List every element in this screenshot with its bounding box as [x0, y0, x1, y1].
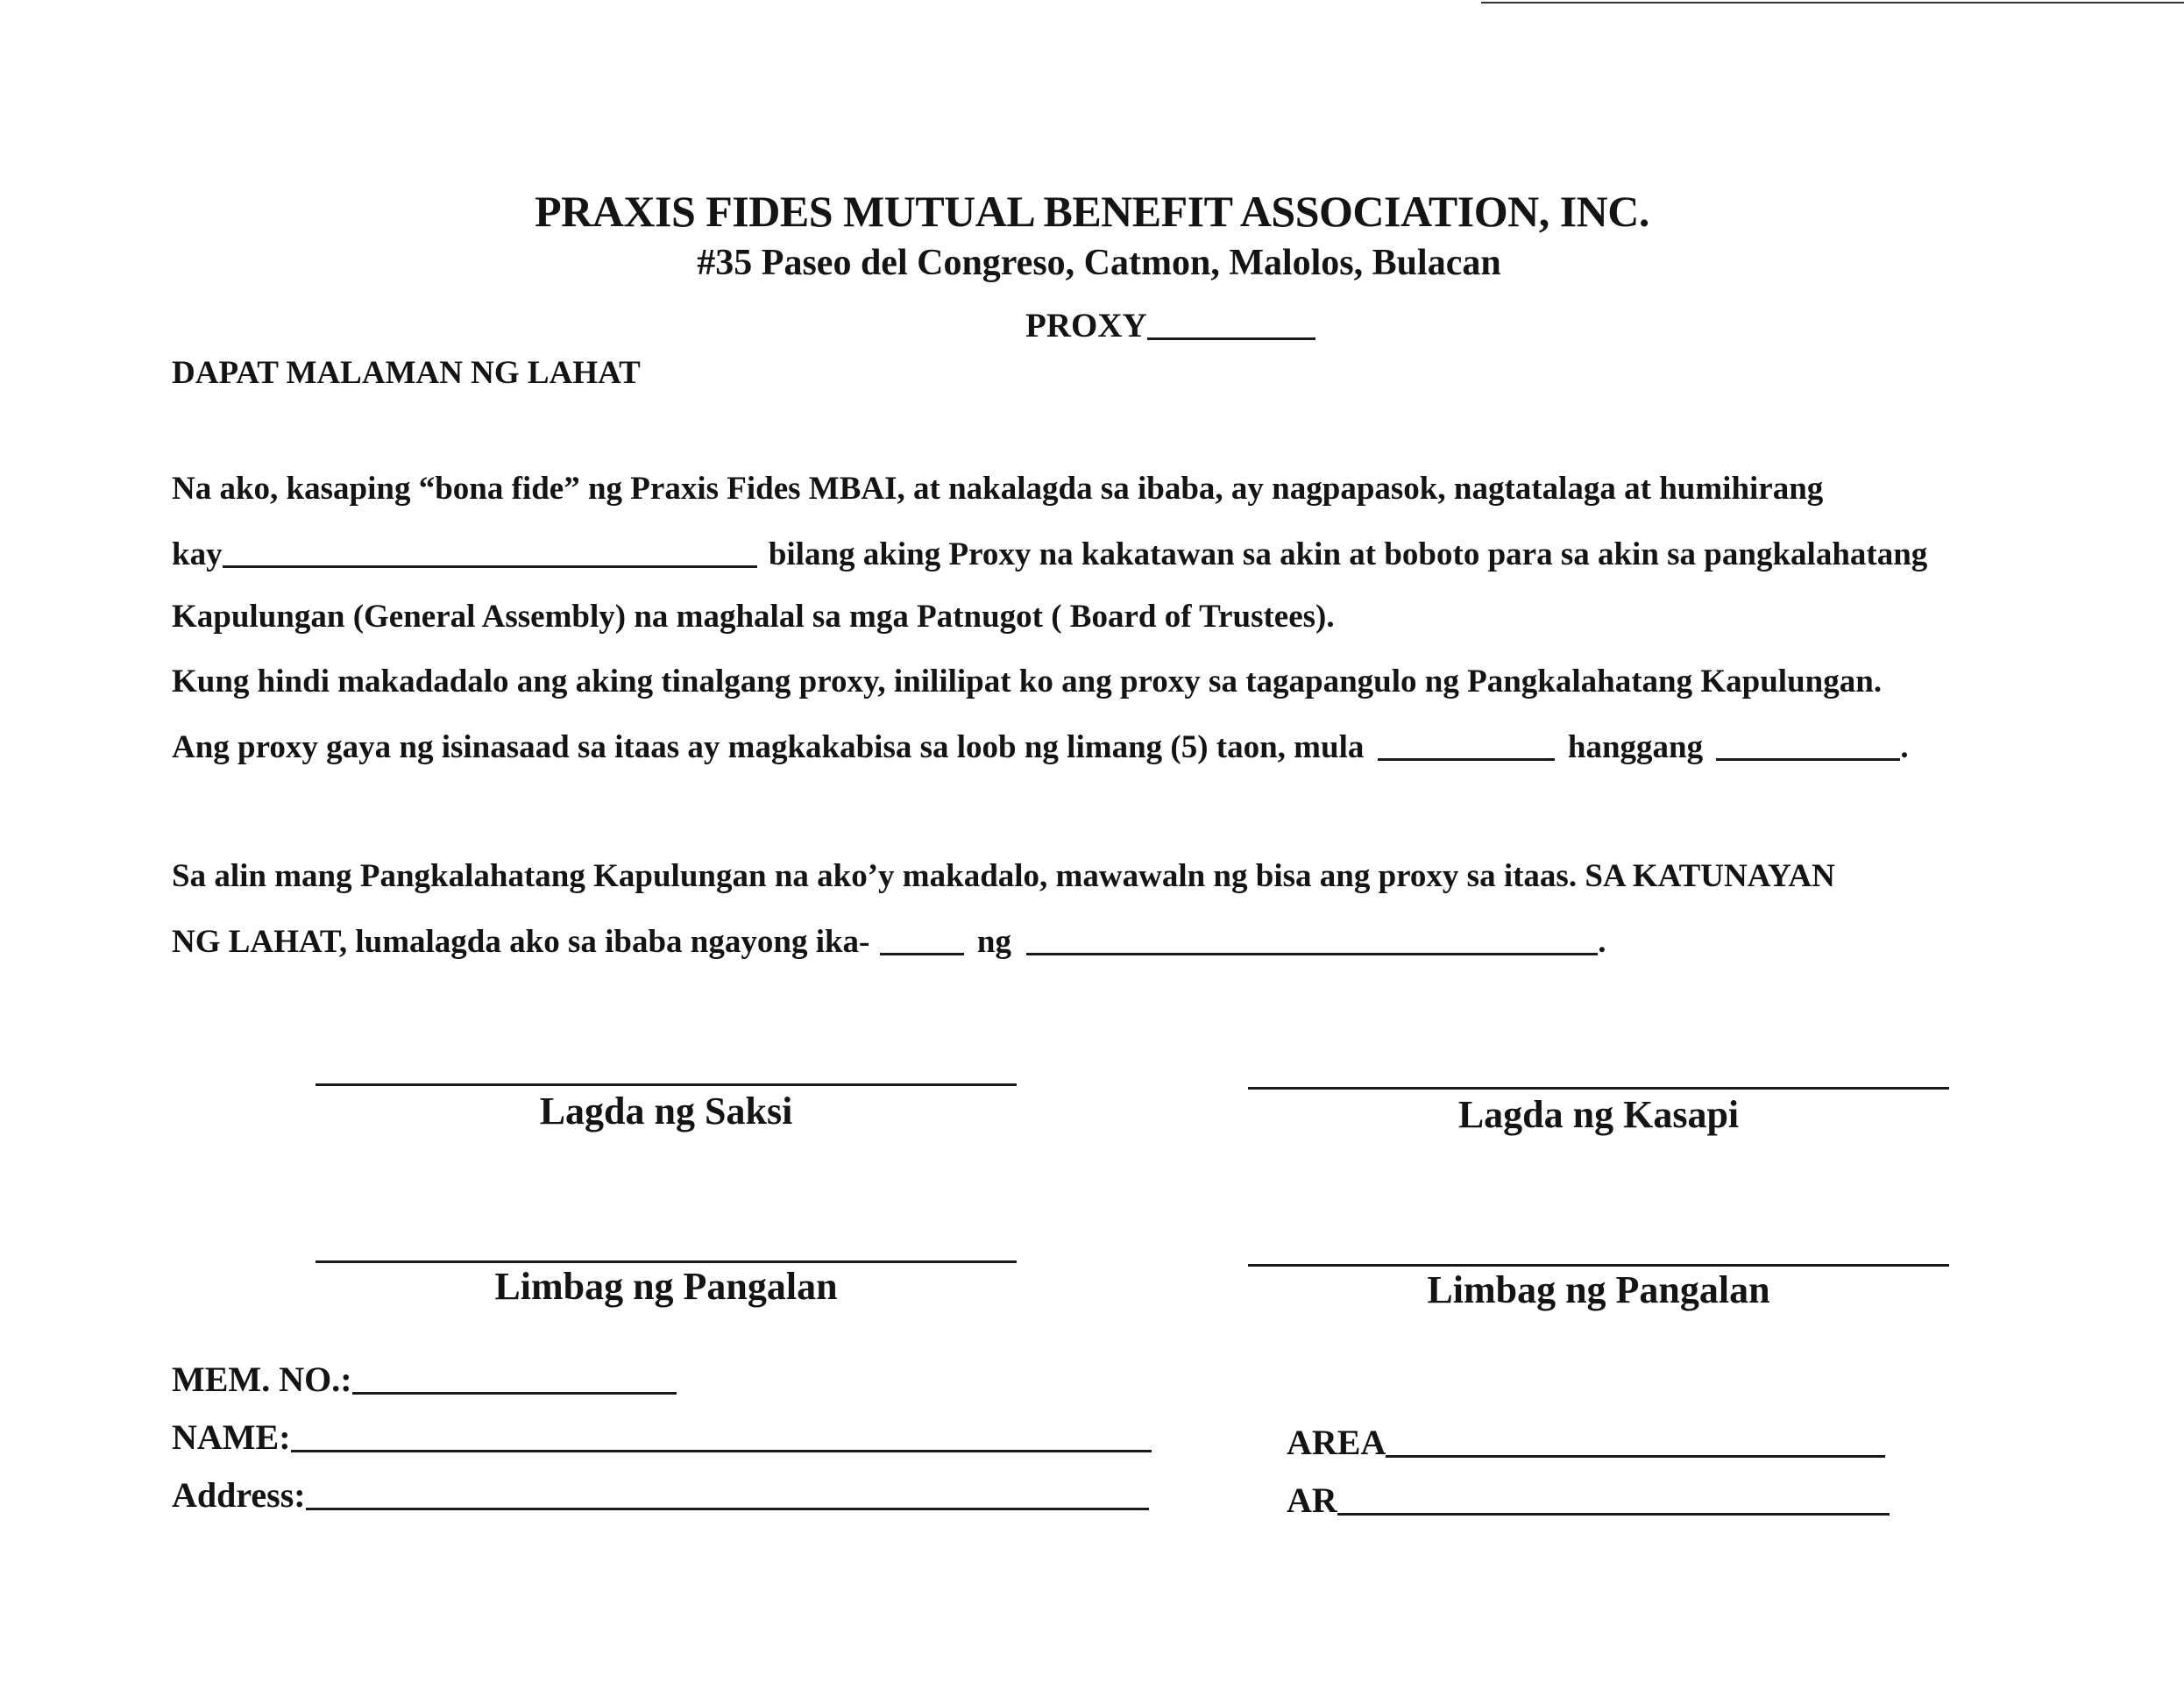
proxy-number-field	[1025, 303, 1315, 345]
mem-no-blank[interactable]	[352, 1357, 677, 1395]
period: .	[1900, 729, 1909, 765]
day-blank[interactable]	[880, 920, 964, 955]
date-statement: NG LAHAT, lumalagda ako sa ibaba ngayong ika-	[172, 924, 870, 960]
witness-signature-line[interactable]	[316, 1083, 1017, 1086]
validity-text: Ang proxy gaya ng isinasaad sa itaas ay magkakabisa sa loob ng limang (5) taon, mula	[172, 729, 1365, 765]
witness-printed-name-label: Limbag ng Pangalan	[494, 1265, 838, 1308]
witness-printed-name-line[interactable]	[316, 1260, 1017, 1263]
name-blank[interactable]	[291, 1415, 1152, 1452]
month-year-blank[interactable]	[1026, 920, 1598, 955]
paragraph1-line2	[172, 533, 1927, 573]
area-label: AREA	[1287, 1423, 1386, 1462]
ar-field	[1287, 1478, 1890, 1521]
paragraph2-line2	[172, 920, 1606, 961]
member-printed-name-line[interactable]	[1248, 1264, 1949, 1267]
paragraph2-line1: Sa alin mang Pangkalahatang Kapulungan na ako’y makadalo, mawawaln ng bisa ang proxy sa itaas. SA KATUNAYAN	[172, 858, 1835, 894]
paragraph1-line2-text: bilang aking Proxy na kakatawan sa akin at boboto para sa akin sa pangkalahatang	[768, 536, 1928, 572]
address-blank[interactable]	[306, 1473, 1149, 1510]
end-date-blank[interactable]	[1716, 726, 1900, 761]
witness-signature-label: Lagda ng Saksi	[539, 1090, 793, 1133]
period: .	[1598, 924, 1606, 960]
member-printed-name-label: Limbag ng Pangalan	[1427, 1268, 1770, 1311]
paragraph1-line4: Kung hindi makadadalo ang aking tinalgang proxy, inililipat ko ang proxy sa tagapangulo ng Pangkalahatang Kapulungan.	[172, 664, 1883, 699]
member-signature-line[interactable]	[1248, 1087, 1949, 1090]
paragraph1-line1: Na ako, kasaping “bona fide” ng Praxis Fides MBAI, at nakalagda sa ibaba, ay nagpapasok, nagtatalaga at humihirang	[172, 471, 1824, 507]
name-label: NAME:	[172, 1417, 291, 1457]
paragraph1-line5	[172, 726, 1909, 766]
organization-address: #35 Paseo del Congreso, Catmon, Malolos, Bulacan	[697, 243, 1501, 283]
notice-heading: DAPAT MALAMAN NG LAHAT	[172, 355, 641, 391]
proxy-name-blank[interactable]	[223, 533, 757, 568]
paragraph1-line3: Kapulungan (General Assembly) na maghalal sa mga Patnugot ( Board of Trustees).	[172, 599, 1335, 635]
proxy-label: PROXY	[1025, 307, 1147, 344]
name-field	[172, 1415, 1152, 1458]
start-date-blank[interactable]	[1378, 726, 1555, 761]
mem-no-label: MEM. NO.:	[172, 1360, 352, 1399]
ar-blank[interactable]	[1337, 1478, 1890, 1516]
address-field	[172, 1473, 1149, 1516]
ng-label: ng	[976, 924, 1011, 960]
ar-label: AR	[1287, 1480, 1337, 1520]
mem-no-field	[172, 1357, 677, 1400]
proxy-number-blank[interactable]	[1147, 303, 1315, 340]
scan-edge-line	[1481, 2, 2184, 4]
kay-label: kay	[172, 536, 223, 572]
member-signature-label: Lagda ng Kasapi	[1457, 1093, 1740, 1136]
address-label: Address:	[172, 1475, 306, 1515]
area-blank[interactable]	[1386, 1420, 1885, 1458]
area-field	[1287, 1420, 1885, 1463]
organization-name: PRAXIS FIDES MUTUAL BENEFIT ASSOCIATION, INC.	[535, 187, 1649, 236]
hanggang-label: hanggang	[1567, 729, 1704, 765]
